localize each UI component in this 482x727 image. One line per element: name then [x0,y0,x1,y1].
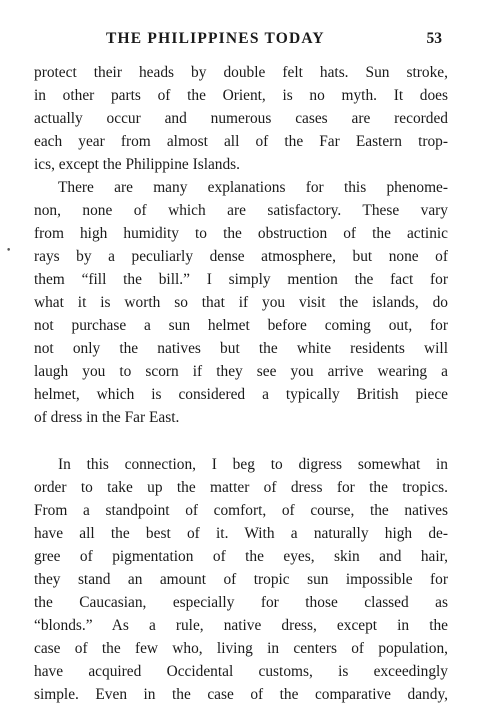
running-title: THE PHILIPPINES TODAY [106,30,325,47]
paragraph-2-line-6: what it is worth so that if you visit the islands, do [34,294,448,311]
paragraph-3-line-9: case of the few who, living in centers of population, [34,640,448,657]
page-header [34,30,448,54]
paragraph-1-line-3: actually occur and numerous cases are recorded [34,110,448,127]
paragraph-2-line-1: There are many explanations for this phenome- [58,179,448,196]
paragraph-3-line-11: simple. Even in the case of the comparative dandy, [34,686,448,703]
paragraph-3-line-4: have all the best of it. With a naturally high de- [34,525,448,542]
paragraph-2-line-3: from high humidity to the obstruction of the actinic [34,225,448,242]
paragraph-3-line-2: order to take up the matter of dress for the tropics. [34,479,448,496]
paragraph-2-line-2: non, none of which are satisfactory. These vary [34,202,448,219]
paragraph-2-line-8: not only the natives but the white residents will [34,340,448,357]
paragraph-2-line-5: them “fill the bill.” I simply mention the fact for [34,271,448,288]
paragraph-3-line-7: the Caucasian, especially for those classed as [34,594,448,611]
paragraph-3-line-3: From a standpoint of comfort, of course, the natives [34,502,448,519]
paragraph-2-line-9: laugh you to scorn if they see you arrive wearing a [34,363,448,380]
paragraph-2-line-7: not purchase a sun helmet before coming out, for [34,317,448,334]
paragraph-3-line-6: they stand an amount of tropic sun impossible for [34,571,448,588]
paragraph-2-line-10: helmet, which is considered a typically British piece [34,386,448,403]
page-number: 53 [426,30,442,47]
paragraph-3-line-1: In this connection, I beg to digress somewhat in [58,456,448,473]
paragraph-3-line-10: have acquired Occidental customs, is exceedingly [34,663,448,680]
paragraph-1-line-5: ics, except the Philippine Islands. [34,156,241,173]
paragraph-2-line-11: of dress in the Far East. [34,409,180,426]
paragraph-1-line-2: in other parts of the Orient, is no myth. It does [34,87,448,104]
paragraph-2-line-4: rays by a peculiarly dense atmosphere, but none of [34,248,448,265]
paragraph-3-line-8: “blonds.” As a rule, native dress, except in the [34,617,448,634]
paragraph-1-line-4: each year from almost all of the Far Eastern trop- [34,133,448,150]
margin-dot: • [6,246,12,256]
paragraph-3-line-5: gree of pigmentation of the eyes, skin and hair, [34,548,448,565]
paragraph-1-line-1: protect their heads by double felt hats. Sun stroke, [34,64,448,81]
